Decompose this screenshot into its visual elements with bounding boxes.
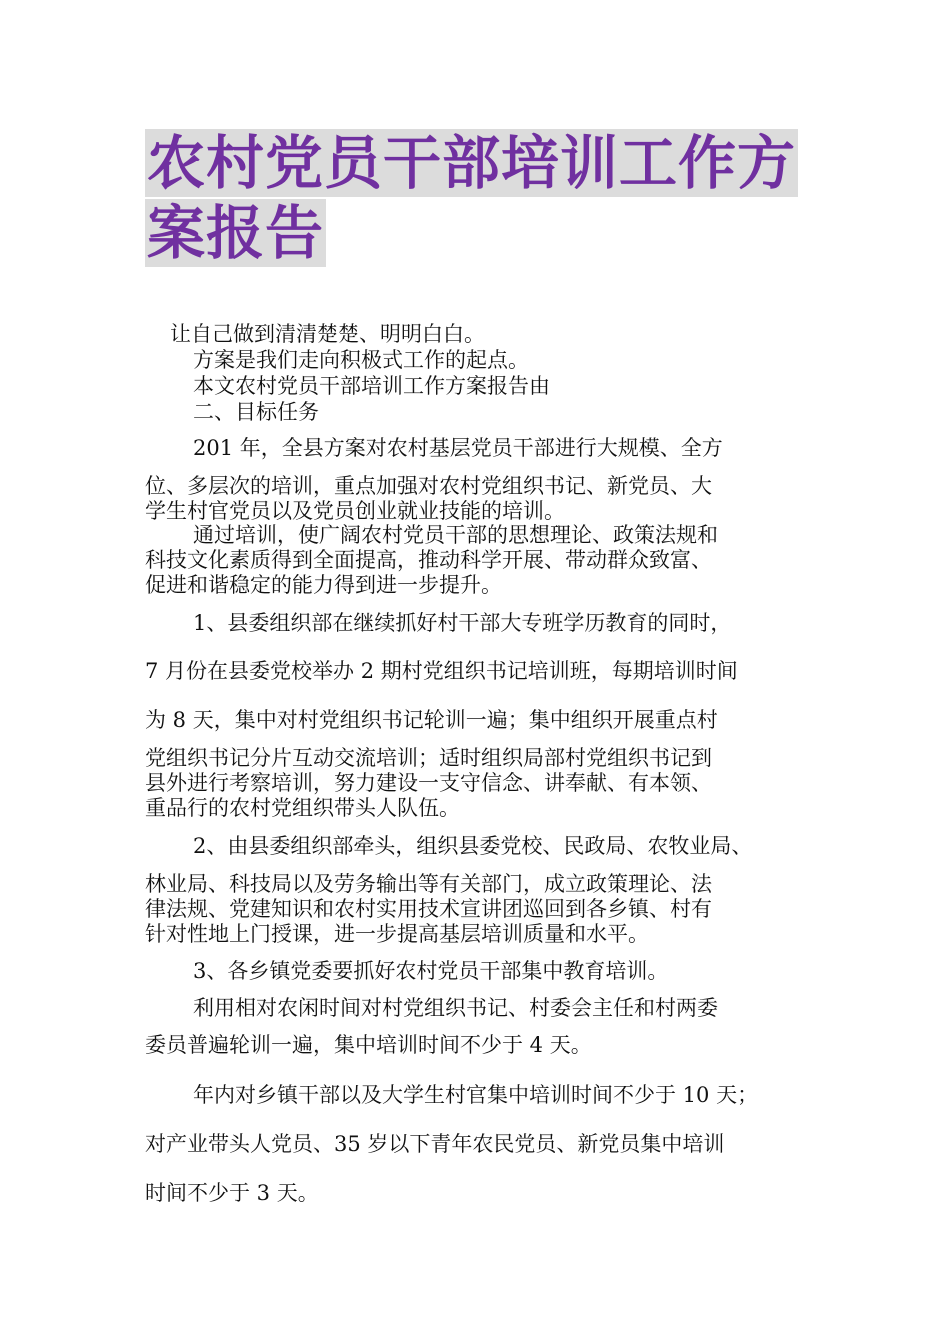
body-line: 1、县委组织部在继续抓好村干部大专班学历教育的同时，: [193, 611, 732, 635]
section-heading: 二、目标任务: [193, 400, 319, 424]
body-line: 为 8 天，集中对村党组织书记轮训一遍；集中组织开展重点村: [145, 708, 718, 732]
body-line: 律法规、党建知识和农村实用技术宣讲团巡回到各乡镇、村有: [145, 897, 712, 921]
body-line: 201 年，全县方案对农村基层党员干部进行大规模、全方: [193, 436, 723, 460]
body-line: 方案是我们走向积极式工作的起点。: [193, 348, 529, 372]
body-line: 县外进行考察培训，努力建设一支守信念、讲奉献、有本领、: [145, 771, 712, 795]
body-line: 利用相对农闲时间对村党组织书记、村委会主任和村两委: [193, 996, 718, 1020]
body-line: 林业局、科技局以及劳务输出等有关部门，成立政策理论、法: [145, 872, 712, 896]
document-title: [145, 128, 825, 268]
body-line: 委员普遍轮训一遍，集中培训时间不少于 4 天。: [145, 1033, 592, 1057]
body-line: 重品行的农村党组织带头人队伍。: [145, 796, 460, 820]
body-line: 位、多层次的培训，重点加强对农村党组织书记、新党员、大: [145, 474, 712, 498]
body-line: 2、由县委组织部牵头，组织县委党校、民政局、农牧业局、: [193, 834, 753, 858]
body-line: 促进和谐稳定的能力得到进一步提升。: [145, 573, 502, 597]
body-line: 针对性地上门授课，进一步提高基层培训质量和水平。: [145, 922, 649, 946]
body-line: 3、各乡镇党委要抓好农村党员干部集中教育培训。: [193, 959, 669, 983]
title-highlight: 农村党员干部培训工作方案报告: [147, 129, 797, 267]
body-line: 7 月份在县委党校举办 2 期村党组织书记培训班，每期培训时间: [145, 659, 738, 683]
body-line: 党组织书记分片互动交流培训；适时组织局部村党组织书记到: [145, 746, 712, 770]
body-line: 本文农村党员干部培训工作方案报告由: [193, 374, 550, 398]
body-line: 通过培训，使广阔农村党员干部的思想理论、政策法规和: [193, 523, 718, 547]
body-line: 年内对乡镇干部以及大学生村官集中培训时间不少于 10 天；: [193, 1083, 759, 1107]
body-line: 时间不少于 3 天。: [145, 1181, 319, 1205]
body-line: 学生村官党员以及党员创业就业技能的培训。: [145, 499, 565, 523]
body-line: 对产业带头人党员、35 岁以下青年农民党员、新党员集中培训: [145, 1132, 725, 1156]
body-line: 科技文化素质得到全面提高，推动科学开展、带动群众致富、: [145, 548, 712, 572]
body-line: 让自己做到清清楚楚、明明白白。: [170, 322, 485, 346]
